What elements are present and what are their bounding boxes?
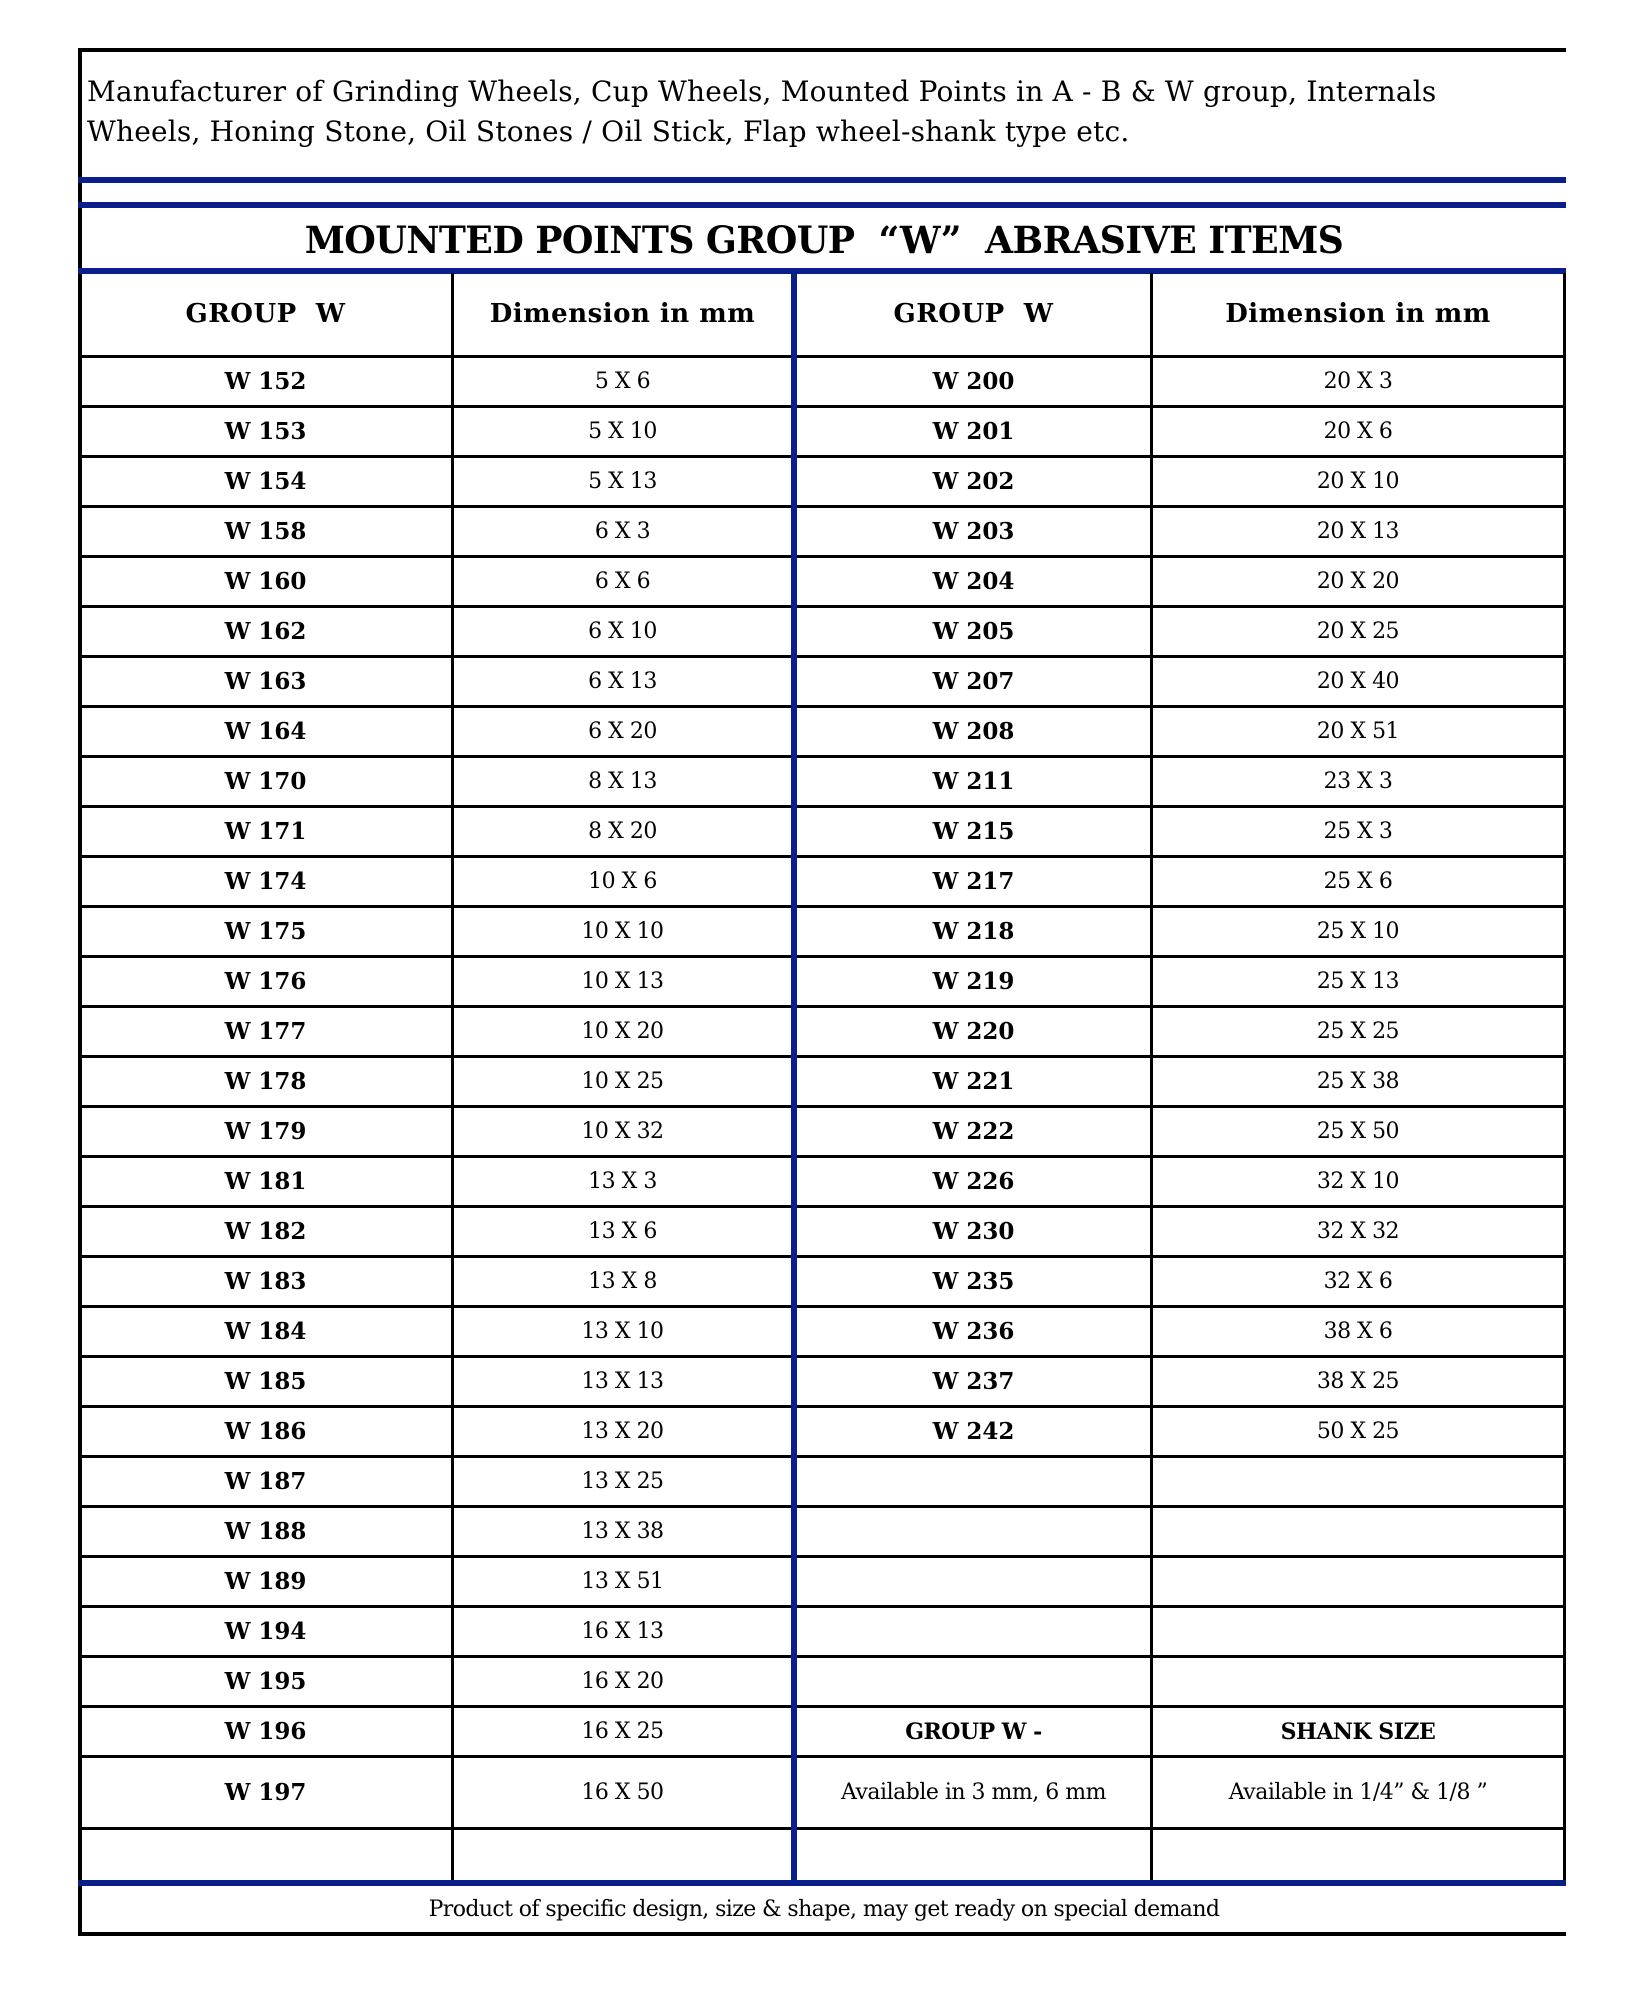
- header-dimension-left: Dimension in mm: [489, 299, 756, 329]
- right-code-cell: W 235: [932, 1268, 1015, 1295]
- left-code-cell: W 170: [224, 768, 307, 795]
- right-code-cell: W 215: [932, 818, 1015, 845]
- left-dimension-cell: 6 X 20: [588, 719, 657, 744]
- footer-note: Product of specific design, size & shape, may get ready on special demand: [428, 1896, 1220, 1922]
- table-row: [80, 708, 1566, 758]
- left-code-cell: W 162: [224, 618, 307, 645]
- right-code-cell: W 200: [932, 368, 1015, 395]
- left-dimension-cell: 10 X 6: [588, 869, 657, 894]
- left-code-cell: W 153: [224, 418, 307, 445]
- right-dimension-cell: [1153, 1508, 1563, 1555]
- table-row: [80, 508, 1566, 558]
- table-header-row: [80, 273, 1566, 358]
- table-row: [80, 958, 1566, 1008]
- left-dimension-cell: 13 X 10: [581, 1319, 664, 1344]
- left-code-cell: W 163: [224, 668, 307, 695]
- table-row: [80, 1558, 1566, 1608]
- left-code-cell: W 154: [224, 468, 307, 495]
- left-dimension-cell: 6 X 6: [594, 569, 651, 594]
- right-dimension-cell: 25 X 25: [1316, 1019, 1400, 1044]
- right-code-cell: W 203: [932, 518, 1015, 545]
- left-dimension-cell: 13 X 51: [581, 1569, 664, 1594]
- left-dimension-cell: 6 X 3: [594, 519, 651, 544]
- right-dimension-cell: 20 X 13: [1316, 519, 1400, 544]
- left-dimension-cell: 5 X 6: [594, 369, 651, 394]
- right-dimension-cell: [1153, 1558, 1563, 1605]
- right-dimension-cell: 32 X 10: [1316, 1169, 1400, 1194]
- company-intro: [87, 72, 1562, 152]
- header-dimension-right: Dimension in mm: [1225, 299, 1491, 329]
- right-dimension-cell: 25 X 13: [1316, 969, 1400, 994]
- table-row: [80, 408, 1566, 458]
- right-dimension-cell: 25 X 10: [1316, 919, 1400, 944]
- left-code-cell: W 187: [224, 1468, 307, 1495]
- right-code-cell: W 202: [932, 468, 1015, 495]
- right-code-cell: W 201: [932, 418, 1015, 445]
- right-dimension-cell: 20 X 6: [1323, 419, 1393, 444]
- blue-rule: [78, 202, 1566, 208]
- table-row: [80, 1408, 1566, 1458]
- table-row: [80, 1108, 1566, 1158]
- right-code-cell: W 211: [932, 768, 1015, 795]
- right-code-cell: W 242: [932, 1418, 1015, 1445]
- right-code-cell: W 226: [932, 1168, 1015, 1195]
- table-row: [80, 658, 1566, 708]
- table-row: [80, 1658, 1566, 1708]
- right-dimension-cell: 20 X 51: [1316, 719, 1400, 744]
- right-dimension-cell: 25 X 38: [1316, 1069, 1400, 1094]
- left-dimension-cell: 8 X 20: [588, 819, 657, 844]
- table-row: [80, 1158, 1566, 1208]
- right-code-cell: W 204: [932, 568, 1015, 595]
- right-dimension-cell: 20 X 10: [1316, 469, 1400, 494]
- right-dimension-cell: 20 X 3: [1323, 369, 1393, 394]
- shank-note-cell: Available in 1/4” & 1/8 ”: [1228, 1780, 1488, 1805]
- left-dimension-cell: 5 X 10: [588, 419, 657, 444]
- right-code-cell: W 220: [932, 1018, 1015, 1045]
- left-dimension-cell: 10 X 25: [581, 1069, 664, 1094]
- right-code-cell: W 236: [932, 1318, 1015, 1345]
- left-code-cell: W 152: [224, 368, 307, 395]
- left-code-cell: W 197: [224, 1779, 307, 1806]
- column-divider: [451, 273, 454, 1880]
- left-code-cell: W 186: [224, 1418, 307, 1445]
- table-row: [80, 908, 1566, 958]
- right-dimension-cell: 38 X 6: [1323, 1319, 1393, 1344]
- right-dimension-cell: 25 X 50: [1316, 1119, 1400, 1144]
- right-code-cell: W 221: [932, 1068, 1015, 1095]
- center-blue-divider: [791, 273, 797, 1880]
- table-row: [80, 1058, 1566, 1108]
- left-dimension-cell: 16 X 25: [581, 1719, 664, 1744]
- left-dimension-cell: [454, 1830, 791, 1880]
- right-code-cell: W 218: [932, 918, 1015, 945]
- left-dimension-cell: 6 X 10: [588, 619, 657, 644]
- right-code-cell: [797, 1608, 1150, 1655]
- shank-note-cell: SHANK SIZE: [1280, 1718, 1436, 1745]
- left-dimension-cell: 16 X 13: [581, 1619, 664, 1644]
- right-code-cell: W 230: [932, 1218, 1015, 1245]
- left-code-cell: W 189: [224, 1568, 307, 1595]
- frame-top-border: [78, 48, 1566, 52]
- left-code-cell: W 160: [224, 568, 307, 595]
- left-code-cell: W 182: [224, 1218, 307, 1245]
- left-code-cell: W 196: [224, 1718, 307, 1745]
- right-dimension-cell: [1153, 1458, 1563, 1505]
- left-code-cell: W 158: [224, 518, 307, 545]
- left-code-cell: W 188: [224, 1518, 307, 1545]
- product-table: [80, 273, 1566, 1880]
- left-dimension-cell: 13 X 38: [581, 1519, 664, 1544]
- right-code-cell: W 207: [932, 668, 1015, 695]
- right-code-cell: [797, 1458, 1150, 1505]
- page-title: MOUNTED POINTS GROUP “W” ABRASIVE ITEMS: [304, 218, 1344, 262]
- right-code-cell: W 219: [932, 968, 1015, 995]
- right-dimension-cell: 25 X 3: [1323, 819, 1393, 844]
- left-code-cell: W 164: [224, 718, 307, 745]
- left-dimension-cell: 16 X 50: [581, 1780, 664, 1805]
- left-code-cell: [80, 1830, 451, 1880]
- frame-bottom-border: [78, 1932, 1566, 1936]
- right-dimension-cell: 25 X 6: [1323, 869, 1393, 894]
- right-dimension-cell: 20 X 40: [1316, 669, 1400, 694]
- header-group-right: GROUP W: [893, 299, 1054, 329]
- left-code-cell: W 181: [224, 1168, 307, 1195]
- table-row: [80, 1308, 1566, 1358]
- left-dimension-cell: 13 X 20: [581, 1419, 664, 1444]
- right-dimension-cell: 32 X 32: [1316, 1219, 1400, 1244]
- left-dimension-cell: 6 X 13: [588, 669, 657, 694]
- left-dimension-cell: 13 X 13: [581, 1369, 664, 1394]
- table-row: [80, 1830, 1566, 1880]
- table-row: [80, 608, 1566, 658]
- right-dimension-cell: 20 X 25: [1316, 619, 1400, 644]
- table-row: [80, 1458, 1566, 1508]
- right-code-cell: [797, 1658, 1150, 1705]
- table-row: [80, 458, 1566, 508]
- right-dimension-cell: 23 X 3: [1323, 769, 1393, 794]
- table-row: [80, 1758, 1566, 1830]
- left-dimension-cell: 13 X 25: [581, 1469, 664, 1494]
- right-dimension-cell: 50 X 25: [1316, 1419, 1400, 1444]
- table-row: [80, 1508, 1566, 1558]
- table-row: [80, 1358, 1566, 1408]
- left-code-cell: W 183: [224, 1268, 307, 1295]
- left-dimension-cell: 13 X 8: [588, 1269, 657, 1294]
- intro-line-2: Wheels, Honing Stone, Oil Stones / Oil Stick, Flap wheel-shank type etc.: [87, 115, 1130, 148]
- left-dimension-cell: 13 X 6: [588, 1219, 657, 1244]
- table-row: [80, 558, 1566, 608]
- left-code-cell: W 176: [224, 968, 307, 995]
- left-code-cell: W 174: [224, 868, 307, 895]
- right-code-cell: W 237: [932, 1368, 1015, 1395]
- left-code-cell: W 171: [224, 818, 307, 845]
- table-row: [80, 1208, 1566, 1258]
- table-row: [80, 758, 1566, 808]
- left-dimension-cell: 10 X 20: [581, 1019, 664, 1044]
- right-dimension-cell: 38 X 25: [1316, 1369, 1400, 1394]
- right-code-cell: [797, 1830, 1150, 1880]
- table-row: [80, 358, 1566, 408]
- left-code-cell: W 177: [224, 1018, 307, 1045]
- group-note-cell: Available in 3 mm, 6 mm: [841, 1780, 1106, 1805]
- right-dimension-cell: [1153, 1608, 1563, 1655]
- left-dimension-cell: 8 X 13: [588, 769, 657, 794]
- right-code-cell: [797, 1508, 1150, 1555]
- right-dimension-cell: [1153, 1830, 1563, 1880]
- left-code-cell: W 178: [224, 1068, 307, 1095]
- left-dimension-cell: 10 X 10: [581, 919, 664, 944]
- intro-line-1: Manufacturer of Grinding Wheels, Cup Wheels, Mounted Points in A - B & W group, Internals: [87, 75, 1437, 108]
- table-row: [80, 858, 1566, 908]
- right-dimension-cell: 20 X 20: [1316, 569, 1400, 594]
- table-row: [80, 808, 1566, 858]
- left-dimension-cell: 10 X 13: [581, 969, 664, 994]
- left-dimension-cell: 10 X 32: [581, 1119, 664, 1144]
- left-dimension-cell: 5 X 13: [588, 469, 657, 494]
- left-code-cell: W 179: [224, 1118, 307, 1145]
- blue-rule: [78, 177, 1566, 183]
- left-dimension-cell: 13 X 3: [588, 1169, 657, 1194]
- left-dimension-cell: 16 X 20: [581, 1669, 664, 1694]
- table-row: [80, 1608, 1566, 1658]
- right-dimension-cell: [1153, 1658, 1563, 1705]
- left-code-cell: W 184: [224, 1318, 307, 1345]
- right-dimension-cell: 32 X 6: [1323, 1269, 1393, 1294]
- table-row: [80, 1258, 1566, 1308]
- right-code-cell: W 208: [932, 718, 1015, 745]
- right-code-cell: W 205: [932, 618, 1015, 645]
- right-code-cell: W 222: [932, 1118, 1015, 1145]
- table-right-border: [1563, 273, 1566, 1880]
- group-note-cell: GROUP W -: [905, 1718, 1042, 1745]
- header-group-left: GROUP W: [185, 299, 346, 329]
- left-code-cell: W 175: [224, 918, 307, 945]
- left-code-cell: W 185: [224, 1368, 307, 1395]
- column-divider: [1150, 273, 1153, 1880]
- table-row: [80, 1708, 1566, 1758]
- right-code-cell: [797, 1558, 1150, 1605]
- right-code-cell: W 217: [932, 868, 1015, 895]
- left-code-cell: W 195: [224, 1668, 307, 1695]
- left-code-cell: W 194: [224, 1618, 307, 1645]
- table-row: [80, 1008, 1566, 1058]
